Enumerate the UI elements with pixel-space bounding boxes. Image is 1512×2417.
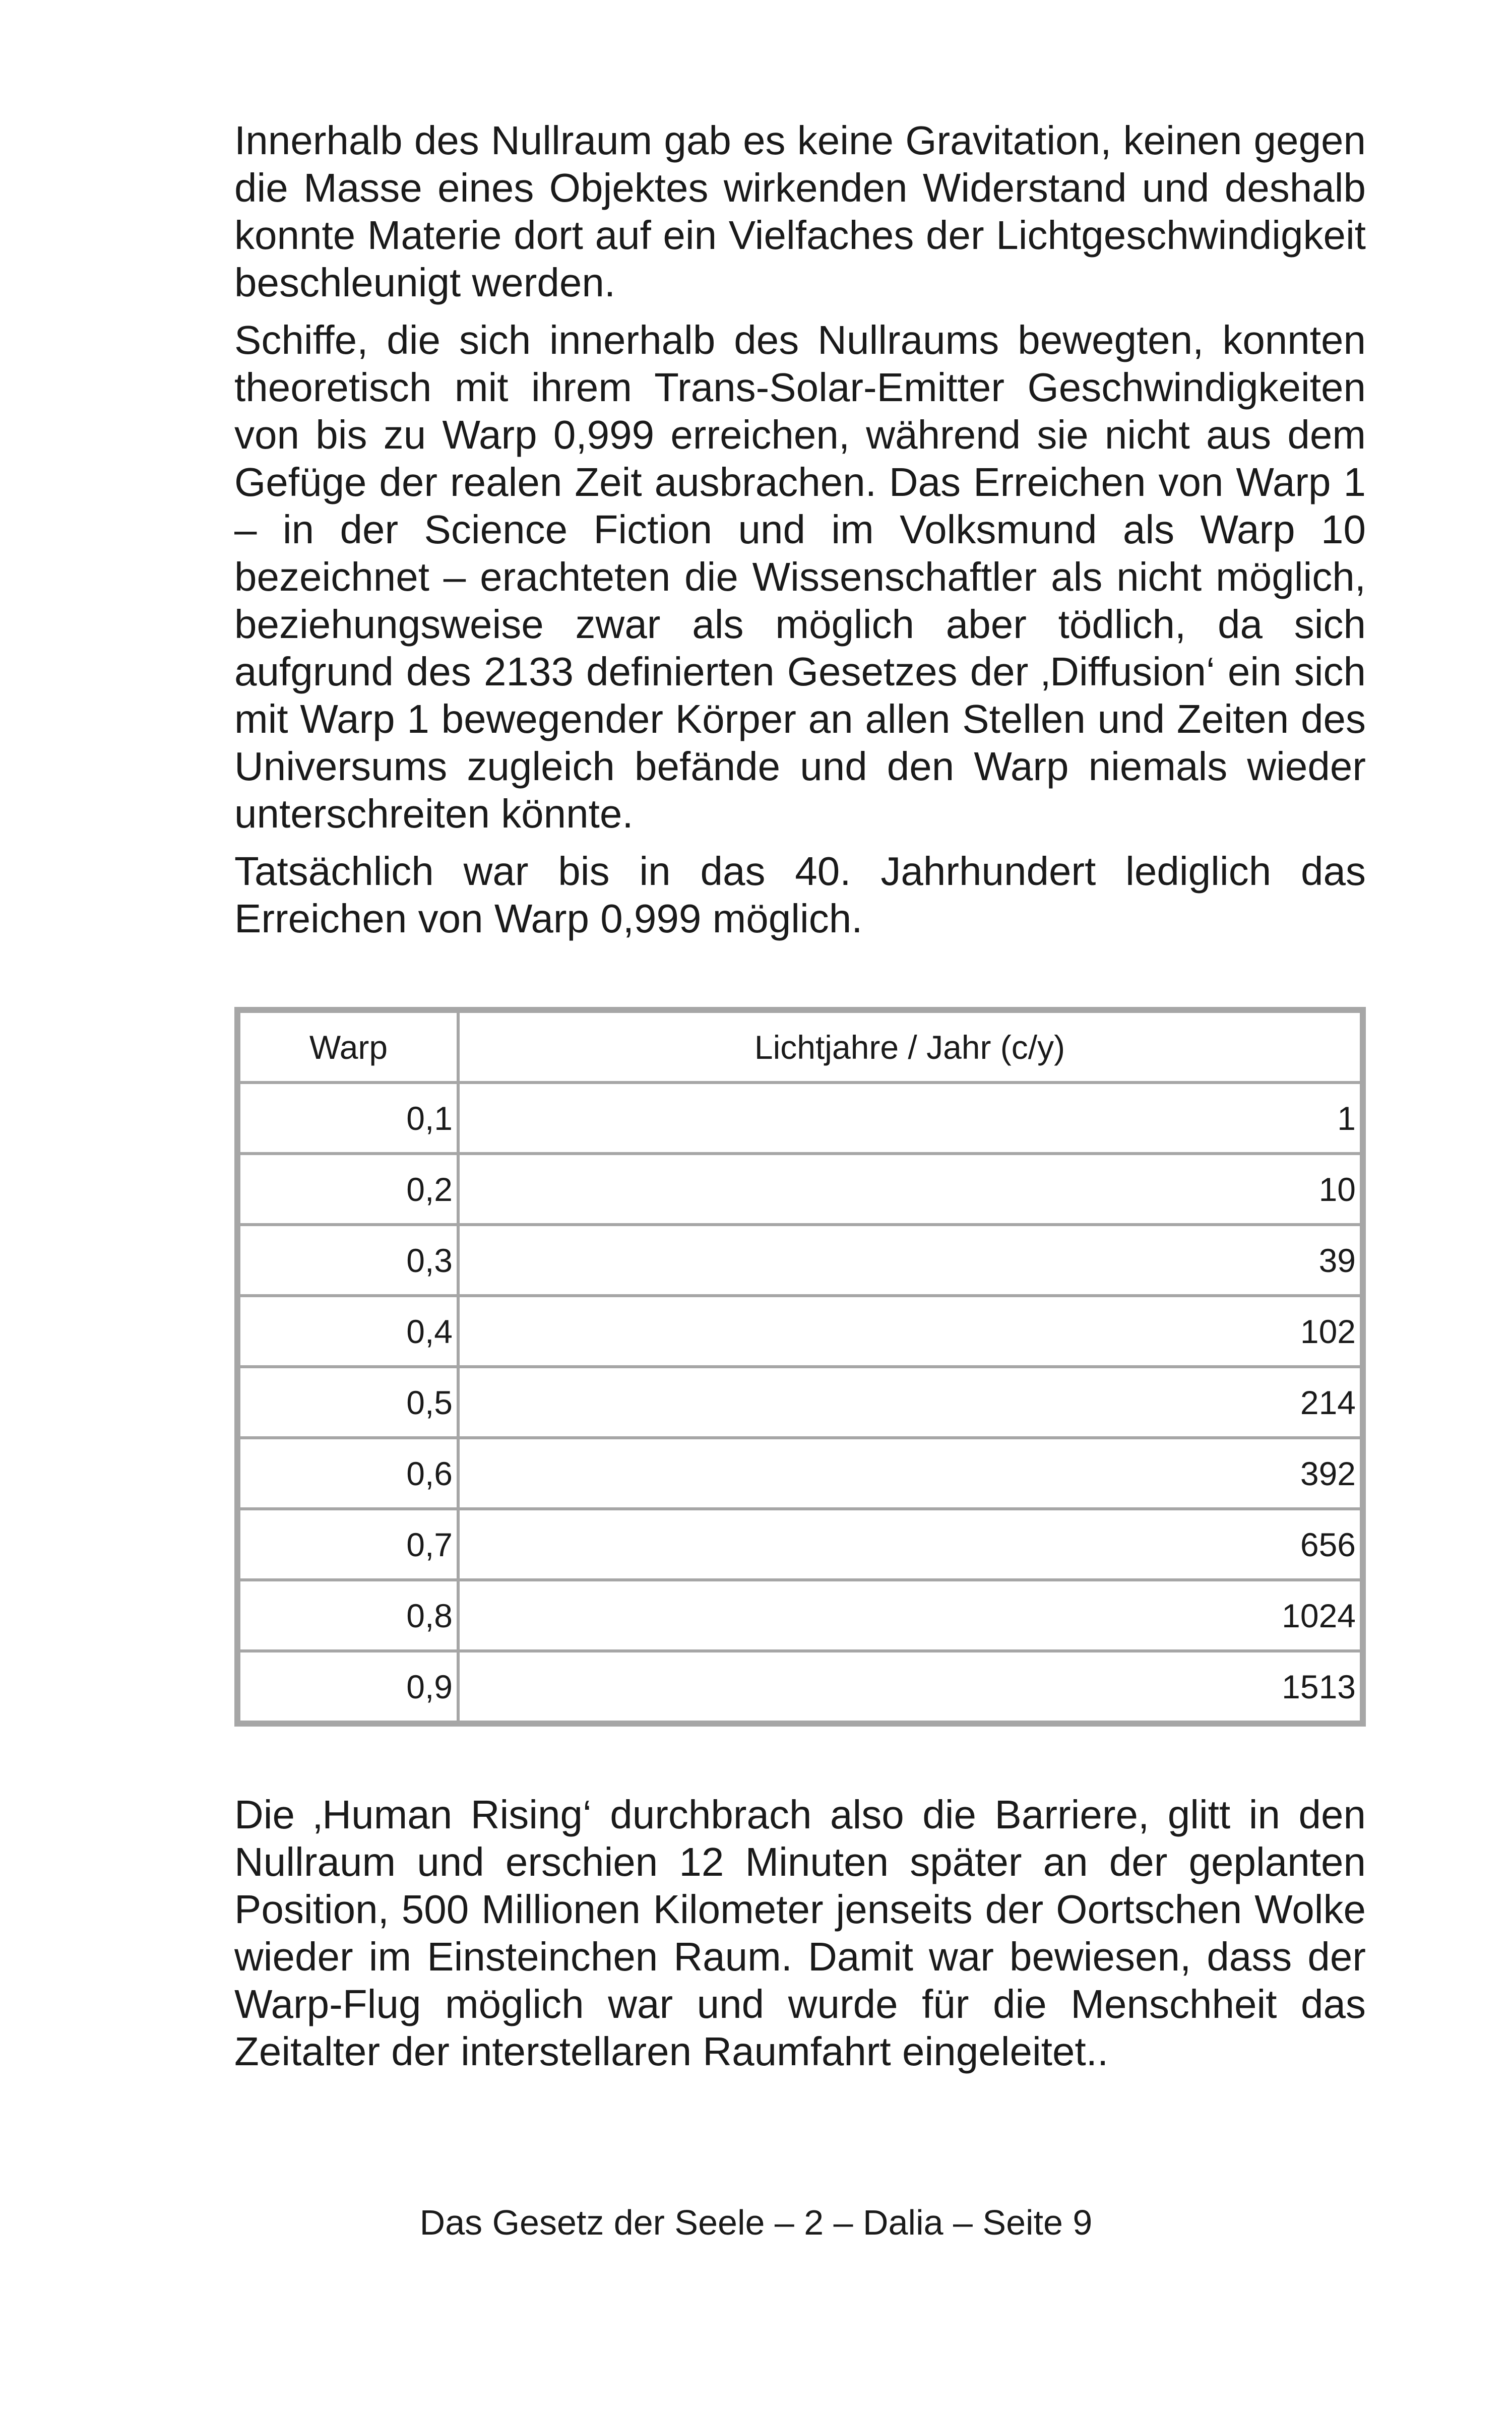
table-row: [239, 1438, 1361, 1509]
header-warp: Warp: [239, 1011, 458, 1083]
table-row: [239, 1651, 1361, 1722]
cell-lichtjahre: 39: [458, 1225, 1361, 1296]
table-header-row: [239, 1011, 1361, 1083]
page-footer: Das Gesetz der Seele – 2 – Dalia – Seite 9: [419, 2203, 1093, 2242]
cell-warp: 0,3: [239, 1225, 458, 1296]
cell-lichtjahre: 656: [458, 1509, 1361, 1580]
cell-warp: 0,2: [239, 1154, 458, 1225]
cell-warp: 0,1: [239, 1083, 458, 1154]
cell-lichtjahre: 214: [458, 1367, 1361, 1438]
cell-lichtjahre: 1: [458, 1083, 1361, 1154]
warp-speed-table: [237, 1010, 1363, 1724]
paragraph-human-rising: Die ‚Human Rising‘ durchbrach also die Barriere, glitt in den Nullraum und erschien 12 Minuten später an der geplanten Position, 500 Millionen Kilometer jenseits der Oortschen Wolke wieder im Einsteinchen Raum. Damit war bewiesen, dass der Warp-Flug möglich war und wurde für die Menschheit das Zeitalter der interstellaren Raumfahrt eingeleitet..: [234, 1792, 1366, 2074]
cell-lichtjahre: 1024: [458, 1580, 1361, 1651]
cell-warp: 0,4: [239, 1296, 458, 1367]
table-row: [239, 1225, 1361, 1296]
paragraph-schiffe: Schiffe, die sich innerhalb des Nullraums bewegten, konnten theoretisch mit ihrem Trans-Solar-Emitter Geschwindigkeiten von bis zu Warp 0,999 erreichen, während sie nicht aus dem Gefüge der realen Zeit ausbrachen. Das Erreichen von Warp 1 – in der Science Fiction und im Volksmund als Warp 10 bezeichnet – erachteten die Wissenschaftler als nicht möglich, beziehungsweise zwar als möglich aber tödlich, da sich aufgrund des 2133 definierten Gesetzes der ‚Diffusion‘ ein sich mit Warp 1 bewegender Körper an allen Stellen und Zeiten des Universums zugleich befände und den Warp niemals wieder unterschreiten könnte.: [234, 317, 1366, 836]
header-lichtjahre: Lichtjahre / Jahr (c/y): [458, 1011, 1361, 1083]
table-row: [239, 1154, 1361, 1225]
cell-lichtjahre: 10: [458, 1154, 1361, 1225]
cell-warp: 0,5: [239, 1367, 458, 1438]
table-row: [239, 1083, 1361, 1154]
cell-warp: 0,9: [239, 1651, 458, 1722]
table-row: [239, 1367, 1361, 1438]
table-row: [239, 1509, 1361, 1580]
cell-warp: 0,6: [239, 1438, 458, 1509]
cell-warp: 0,7: [239, 1509, 458, 1580]
table-row: [239, 1580, 1361, 1651]
paragraph-nullraum: Innerhalb des Nullraum gab es keine Gravitation, keinen gegen die Masse eines Objektes wirkenden Widerstand und deshalb konnte Materie dort auf ein Vielfaches der Lichtgeschwindigkeit beschleunigt werden.: [234, 118, 1366, 305]
cell-lichtjahre: 392: [458, 1438, 1361, 1509]
page-content: [234, 117, 1366, 2085]
cell-lichtjahre: 1513: [458, 1651, 1361, 1722]
cell-lichtjahre: 102: [458, 1296, 1361, 1367]
table-row: [239, 1296, 1361, 1367]
paragraph-tatsaechlich: Tatsächlich war bis in das 40. Jahrhundert lediglich das Erreichen von Warp 0,999 möglich.: [234, 849, 1366, 941]
warp-table: [234, 1007, 1366, 1727]
cell-warp: 0,8: [239, 1580, 458, 1651]
